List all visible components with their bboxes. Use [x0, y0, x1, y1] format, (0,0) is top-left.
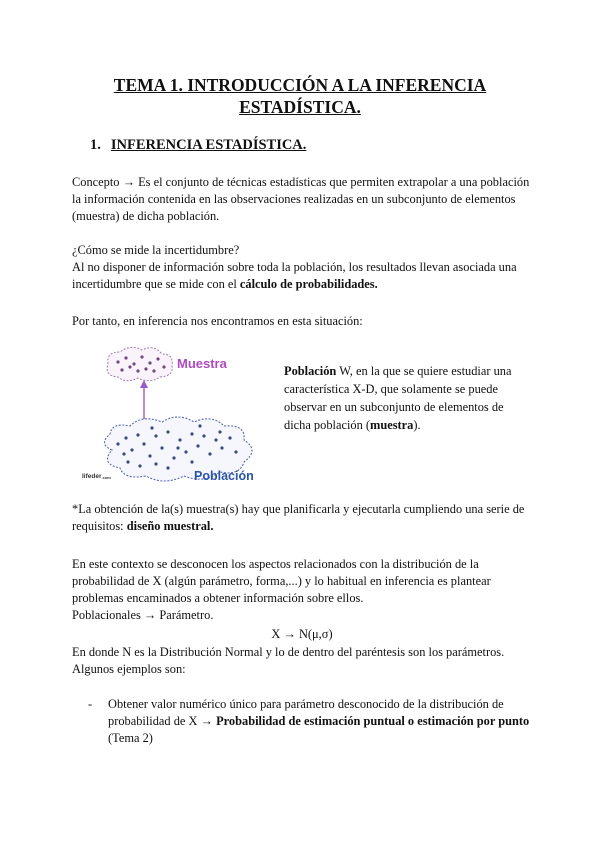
- bullet-text: [108, 696, 538, 747]
- bullet-bold: Probabilidad de estimación puntual o estimación por punto: [216, 714, 530, 728]
- incertidumbre-paragraph: [72, 242, 532, 293]
- concepto-text: Es el conjunto de técnicas estadísticas que permiten extrapolar a una población la información contenida en las observaciones realizadas en un subconjunto de elementos (muestra) de dicha población.: [72, 175, 530, 223]
- contexto-paragraph: [72, 556, 532, 624]
- sample-arrow-head: [140, 380, 148, 388]
- bullet-tail: (Tema 2): [108, 731, 153, 745]
- contexto-text: En este contexto se desconocen los aspectos relacionados con la distribución de la probabilidad de X (algún parámetro, forma,...) y lo habitual en inferencia es plantear problemas encaminados a obtener información sobre ellos.: [72, 557, 491, 605]
- portanto-paragraph: [72, 313, 532, 330]
- section-label: INFERENCIA ESTADÍSTICA.: [110, 137, 307, 153]
- incertidumbre-text: Al no disponer de información sobre toda la población, los resultados llevan asociada una incertidumbre que se mide con el: [72, 260, 517, 291]
- bullet-lead: Obtener valor numérico único para parámetro desconocido de la distribución de probabilidad de X →: [108, 697, 504, 728]
- title-line-2: ESTADÍSTICA.: [239, 97, 361, 117]
- bullet-dash: -: [88, 697, 93, 711]
- poblacion-desc-bold1: Población: [284, 364, 337, 378]
- section-heading: [90, 137, 306, 154]
- poblacion-desc-bold2: muestra: [370, 418, 414, 432]
- muestra-cloud: [107, 347, 172, 380]
- incertidumbre-question: ¿Cómo se mide la incertidumbre?: [72, 243, 240, 257]
- poblacion-label: Población: [194, 469, 254, 483]
- page-title: [60, 74, 540, 118]
- section-number: 1.: [90, 137, 101, 153]
- note-bold: diseño muestral.: [126, 519, 214, 533]
- portanto-text: Por tanto, en inferencia nos encontramos en esta situación:: [72, 314, 363, 328]
- poblacion-desc-text2: ).: [413, 418, 421, 432]
- note-paragraph: [72, 501, 532, 535]
- poblacion-desc-text1: W, en la que se quiere estudiar una característica X-D, que solamente se puede observar en un subconjunto de elementos de dicha población (: [284, 364, 512, 432]
- muestra-label: Muestra: [177, 356, 227, 371]
- poblacion-description: [284, 362, 524, 434]
- population-sample-figure: [80, 340, 270, 490]
- figure-credit-name: lifeder: [82, 473, 102, 480]
- incertidumbre-bold: cálculo de probabilidades.: [239, 277, 378, 291]
- normal-text: En donde N es la Distribución Normal y lo de dentro del paréntesis son los parámetros.: [72, 645, 505, 659]
- normal-paragraph: [72, 644, 532, 678]
- note-text: *La obtención de la(s) muestra(s) hay que planificarla y ejecutarla cumpliendo una serie de requisitos:: [72, 502, 525, 533]
- formula: X → N(μ,σ): [271, 627, 333, 641]
- concepto-lead: Concepto →: [72, 175, 139, 189]
- figure-credit-suffix: .com: [101, 475, 111, 480]
- poblacionales-text: Poblacionales → Parámetro.: [72, 608, 214, 622]
- concepto-paragraph: [72, 174, 532, 225]
- figure-credit: [82, 473, 111, 480]
- ejemplos-text: Algunos ejemplos son:: [72, 662, 186, 676]
- title-line-1: TEMA 1. INTRODUCCIÓN A LA INFERENCIA: [113, 75, 487, 95]
